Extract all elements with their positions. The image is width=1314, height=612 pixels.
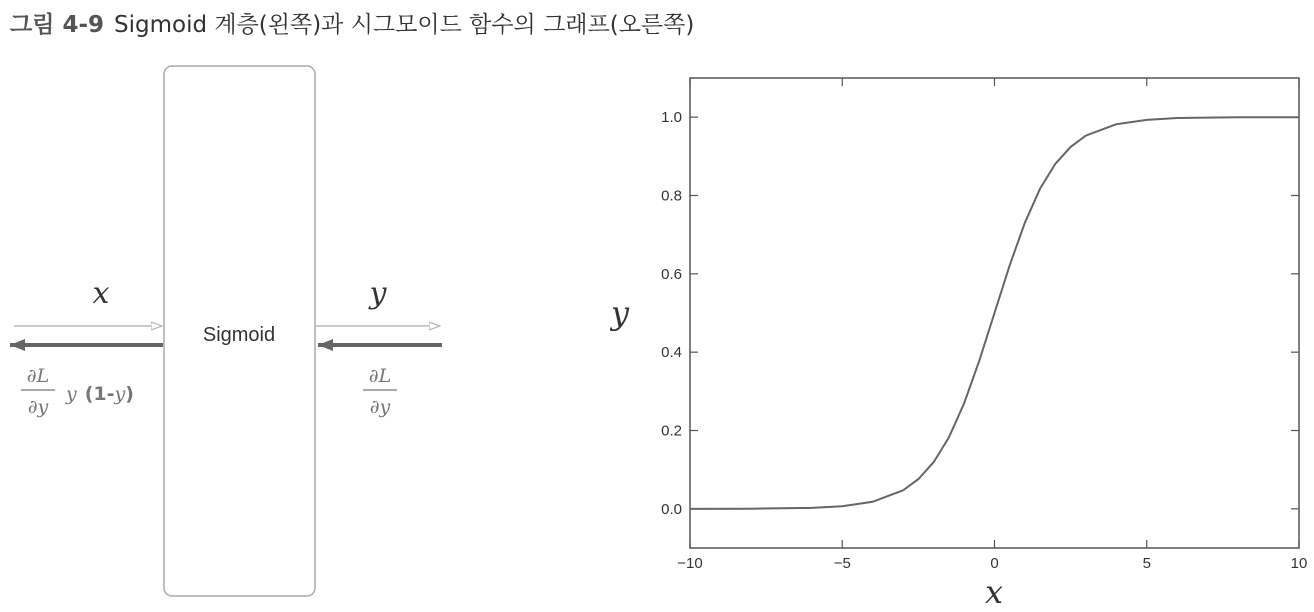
x-tick-label: 10 bbox=[1290, 555, 1308, 572]
figure-title: Sigmoid 계층(왼쪽)과 시그모이드 함수의 그래프(오른쪽) bbox=[114, 12, 695, 38]
sigmoid-node-label: Sigmoid bbox=[202, 324, 276, 346]
output-variable-y: y bbox=[369, 276, 387, 311]
x-tick-label: −5 bbox=[833, 555, 851, 572]
input-variable-x: x bbox=[92, 276, 110, 311]
x-tick-label: 0 bbox=[990, 555, 999, 572]
y-tick-label: 0.2 bbox=[661, 422, 682, 440]
y-tick-label: 0.8 bbox=[661, 187, 682, 205]
x-axis-label: x bbox=[984, 573, 1004, 608]
y-tick-label: 0.6 bbox=[661, 265, 682, 283]
figure-number: 그림 4-9 bbox=[10, 12, 104, 38]
upstream-gradient-denominator: ∂y bbox=[369, 396, 391, 418]
downstream-gradient-factor: y (1-y) bbox=[66, 383, 134, 405]
upstream-gradient-numerator: ∂L bbox=[368, 365, 392, 387]
downstream-gradient-denominator: ∂y bbox=[27, 396, 49, 418]
downstream-gradient bbox=[21, 365, 134, 418]
upstream-gradient bbox=[363, 365, 397, 418]
y-tick-label: 1.0 bbox=[661, 109, 682, 127]
y-tick-label: 0.4 bbox=[661, 344, 682, 362]
downstream-gradient-numerator: ∂L bbox=[26, 365, 50, 387]
sigmoid-layer-diagram bbox=[0, 0, 470, 608]
y-tick-label: 0.0 bbox=[661, 500, 682, 518]
x-tick-label: −10 bbox=[677, 555, 703, 572]
y-axis-label: y bbox=[610, 294, 630, 332]
sigmoid-chart-svg bbox=[600, 60, 1310, 608]
sigmoid-chart bbox=[600, 60, 1310, 612]
x-tick-label: 5 bbox=[1142, 555, 1151, 572]
